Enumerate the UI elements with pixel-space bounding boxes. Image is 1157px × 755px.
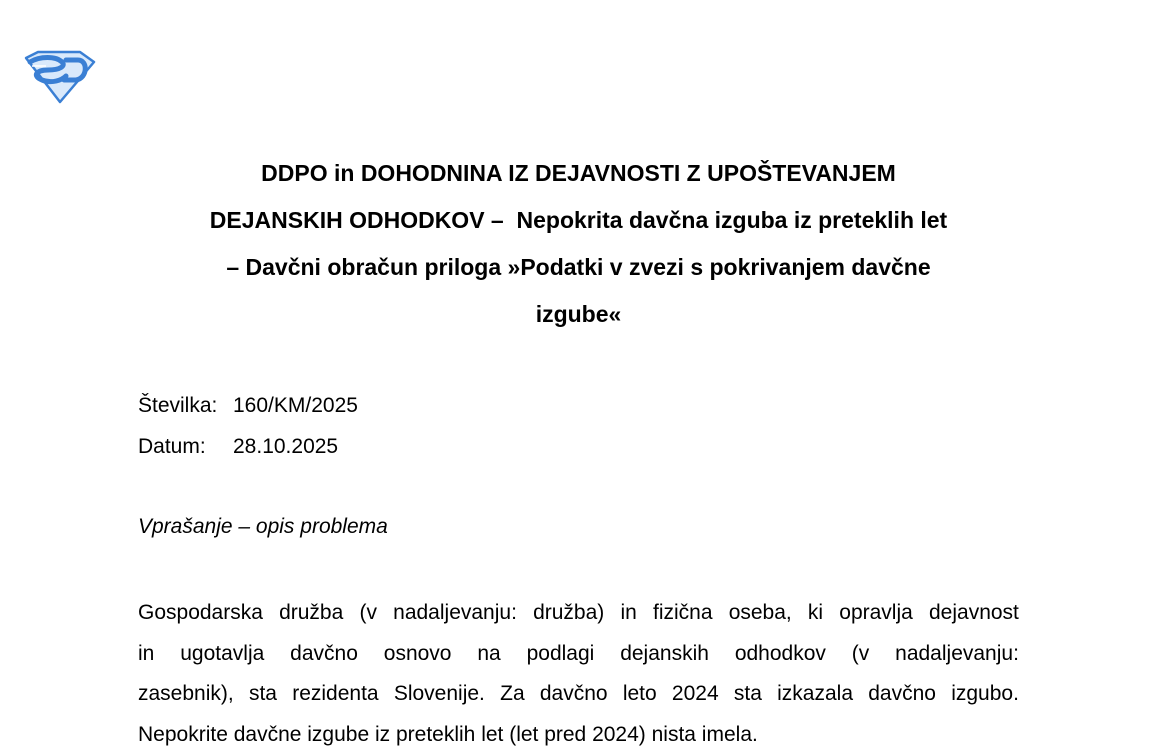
title-line-1: DDPO in DOHODNINA IZ DEJAVNOSTI Z UPOŠTEVANJEM xyxy=(120,150,1037,197)
document-date-value: 28.10.2025 xyxy=(233,435,338,458)
document-date-label: Datum: xyxy=(138,435,233,459)
title-line-3: – Davčni obračun priloga »Podatki v zvezi s pokrivanjem davčne xyxy=(120,244,1037,291)
body-line-4: Nepokrite davčne izgube iz preteklih let (let pred 2024) nista imela. xyxy=(138,715,1019,755)
document-number-row xyxy=(138,394,358,418)
title-line-4: izgube« xyxy=(120,291,1037,338)
body-line-2: in ugotavlja davčno osnovo na podlagi dejanskih odhodkov (v nadaljevanju: xyxy=(138,634,1019,675)
body-paragraph xyxy=(138,593,1019,755)
document-number-value: 160/KM/2025 xyxy=(233,394,358,417)
document-title xyxy=(120,150,1037,338)
section-heading: Vprašanje – opis problema xyxy=(138,515,388,539)
title-line-2: DEJANSKIH ODHODKOV – Nepokrita davčna izguba iz preteklih let xyxy=(120,197,1037,244)
body-line-1: Gospodarska družba (v nadaljevanju: družba) in fizična oseba, ki opravlja dejavnost xyxy=(138,593,1019,634)
company-shield-logo-icon xyxy=(22,48,96,104)
body-line-3: zasebnik), sta rezidenta Slovenije. Za davčno leto 2024 sta izkazala davčno izgubo. xyxy=(138,674,1019,715)
document-number-label: Številka: xyxy=(138,394,233,418)
document-date-row xyxy=(138,435,338,459)
